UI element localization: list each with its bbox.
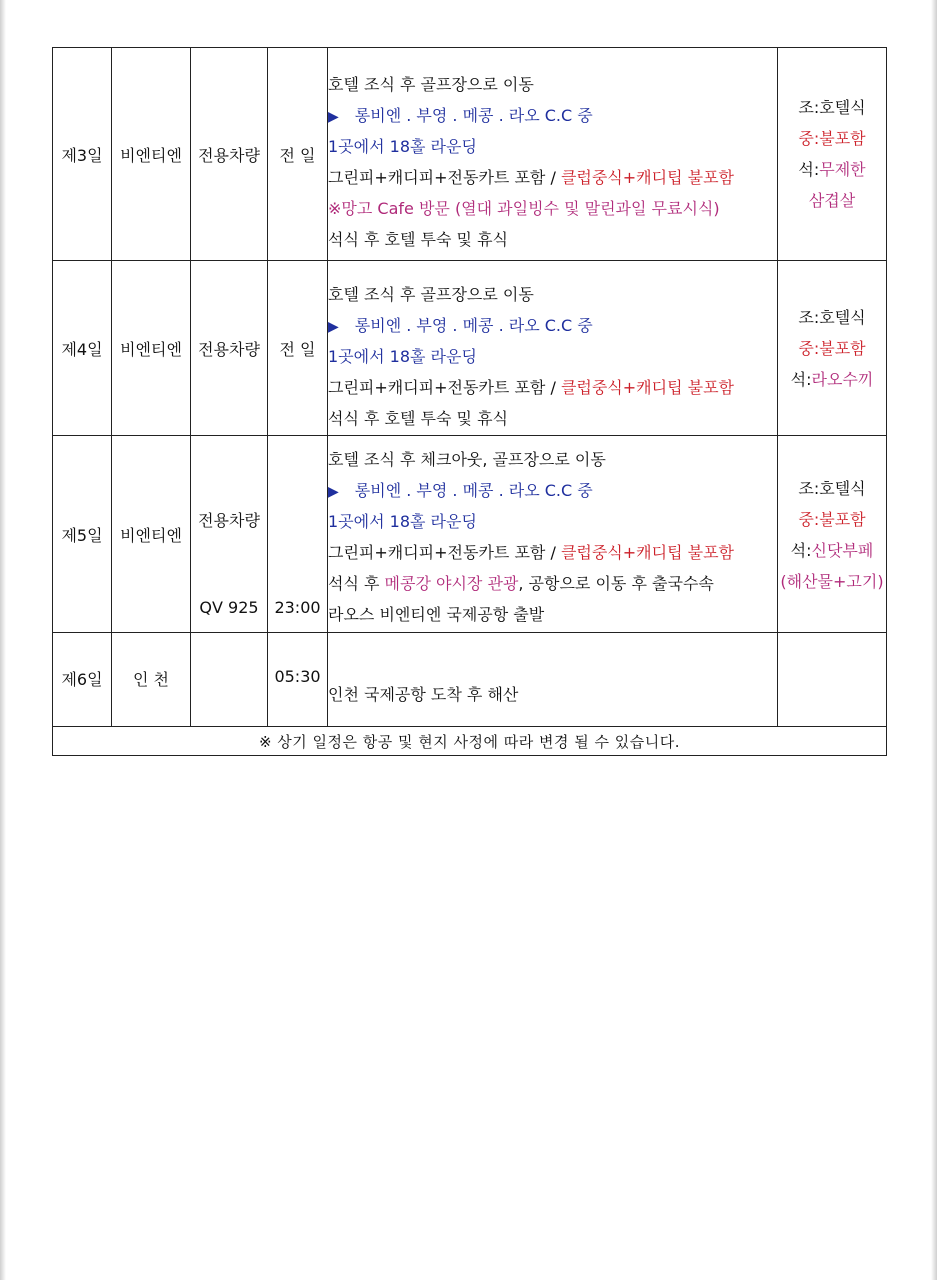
page-edge-shadow-left (0, 0, 6, 1280)
meal-dinner-detail: (해산물+고기) (780, 572, 884, 591)
place-cell (112, 261, 191, 436)
vehicle-cell (191, 48, 268, 261)
meal-lunch: 중:불포함 (798, 129, 866, 148)
vehicle-label: 전용차량 (198, 510, 260, 530)
meal-dinner: 석:라오수끼 (790, 369, 874, 389)
schedule-line: 호텔 조식 후 골프장으로 이동 (328, 75, 534, 94)
vehicle-label: 전용차량 (198, 145, 260, 165)
schedule-line-round: 1곳에서 18홀 라운딩 (328, 137, 477, 156)
meal-cell (778, 633, 887, 727)
meal-breakfast: 조:호텔식 (798, 307, 866, 327)
meal-dinner-detail: 삼겹살 (808, 191, 856, 210)
time-label: 23:00 (274, 597, 321, 617)
play-arrow-icon: ▶ (328, 109, 339, 125)
time-label: 05:30 (274, 667, 321, 686)
schedule-line: 석식 후 호텔 투숙 및 휴식 (328, 408, 508, 428)
vehicle-cell (191, 261, 268, 436)
schedule-line-includes: 그린피+캐디피+전동카트 포함 / 클럽중식+캐디팁 불포함 (328, 543, 734, 562)
itinerary-row-day6 (53, 633, 887, 727)
vehicle-cell (191, 633, 268, 727)
schedule-line-courses: ▶ 롱비엔 . 부영 . 메콩 . 라오 C.C 중 (328, 310, 777, 341)
itinerary-row-day3 (53, 48, 887, 261)
schedule-line: 호텔 조식 후 골프장으로 이동 (328, 284, 534, 304)
place-label: 인 천 (133, 670, 169, 689)
schedule-line: 석식 후 호텔 투숙 및 휴식 (328, 230, 508, 249)
flight-number: QV 925 (199, 597, 259, 617)
schedule-cell (328, 261, 778, 436)
schedule-line-courses: ▶ 롱비엔 . 부영 . 메콩 . 라오 C.C 중 (328, 100, 777, 131)
day-cell (53, 436, 112, 633)
day-cell (53, 48, 112, 261)
schedule-line-evening: 석식 후 메콩강 야시장 관광, 공항으로 이동 후 출국수속 (328, 574, 714, 593)
itinerary-table (52, 47, 887, 756)
schedule-cell (328, 436, 778, 633)
itinerary-row-day4 (53, 261, 887, 436)
meal-cell (778, 436, 887, 633)
place-label: 비엔티엔 (120, 339, 182, 359)
vehicle-cell (191, 436, 268, 633)
meal-lunch: 중:불포함 (798, 510, 866, 529)
meal-cell (778, 261, 887, 436)
meal-breakfast: 조:호텔식 (798, 479, 866, 498)
meal-cell (778, 48, 887, 261)
place-cell (112, 48, 191, 261)
time-label: 전 일 (279, 339, 316, 359)
place-label: 비엔티엔 (120, 525, 182, 545)
vehicle-label: 전용차량 (198, 339, 260, 359)
time-cell (268, 633, 328, 727)
schedule-line: 호텔 조식 후 체크아웃, 골프장으로 이동 (328, 450, 606, 469)
schedule-cell (328, 633, 778, 727)
day-cell (53, 633, 112, 727)
itinerary-row-day5 (53, 436, 887, 633)
day-label: 제4일 (61, 339, 103, 359)
time-cell (268, 436, 328, 633)
time-cell (268, 261, 328, 436)
schedule-line-round: 1곳에서 18홀 라운딩 (328, 346, 477, 366)
play-arrow-icon: ▶ (328, 318, 339, 335)
play-arrow-icon: ▶ (328, 484, 339, 500)
place-label: 비엔티엔 (120, 145, 182, 165)
schedule-cell (328, 48, 778, 261)
schedule-line-includes: 그린피+캐디피+전동카트 포함 / 클럽중식+캐디팁 불포함 (328, 168, 734, 187)
meal-dinner: 석:신닷부페 (790, 541, 874, 560)
place-cell (112, 436, 191, 633)
day-label: 제3일 (61, 145, 103, 165)
day-label: 제5일 (61, 525, 103, 545)
day-cell (53, 261, 112, 436)
schedule-line-courses: ▶ 롱비엔 . 부영 . 메콩 . 라오 C.C 중 (328, 475, 777, 506)
itinerary-note: ※ 상기 일정은 항공 및 현지 사정에 따라 변경 될 수 있습니다. (53, 727, 887, 756)
meal-lunch: 중:불포함 (798, 338, 866, 358)
itinerary-note-row (53, 727, 887, 756)
time-label: 전 일 (279, 145, 316, 165)
schedule-line-round: 1곳에서 18홀 라운딩 (328, 512, 477, 531)
meal-dinner: 석:무제한 (798, 160, 866, 179)
meal-breakfast: 조:호텔식 (798, 98, 866, 117)
place-cell (112, 633, 191, 727)
schedule-line-departure: 라오스 비엔티엔 국제공항 출발 (328, 605, 545, 624)
time-cell (268, 48, 328, 261)
schedule-line: 인천 국제공항 도착 후 해산 (328, 685, 519, 704)
day-label: 제6일 (61, 670, 103, 689)
schedule-line-includes: 그린피+캐디피+전동카트 포함 / 클럽중식+캐디팁 불포함 (328, 377, 734, 397)
schedule-line-cafe: ※망고 Cafe 방문 (열대 과일빙수 및 말린과일 무료시식) (328, 199, 720, 218)
page-edge-shadow-right (931, 0, 937, 1280)
